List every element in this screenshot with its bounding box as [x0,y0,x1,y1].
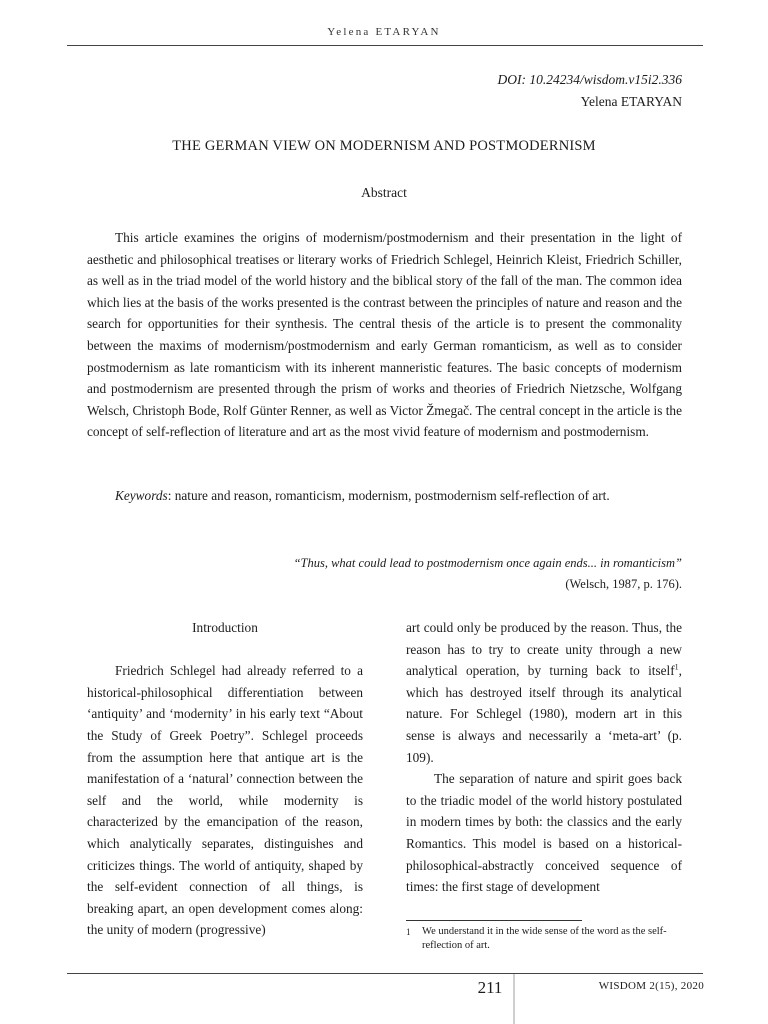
body-paragraph: The separation of nature and spirit goes back to the triadic model of the world history postulated in modern times by both: the classics and the early Romantics. This model is based on a historical-philosophical-abstractly conceived sequence of times: the first stage of development [406,771,682,895]
header-rule [67,45,703,46]
footnote-marker: 1 [674,662,679,672]
footer-rule [67,973,703,974]
footnote [406,925,682,953]
left-column [87,617,363,941]
epigraph-quote: “Thus, what could lead to postmodernism once again ends... in romanticism” [293,556,682,570]
doi: DOI: 10.24234/wisdom.v15i2.336 [497,72,682,87]
keywords-label: Keywords [115,488,168,503]
section-heading-introduction: Introduction [192,620,258,635]
footnote-rule [406,920,582,921]
article-title: THE GERMAN VIEW ON MODERNISM AND POSTMODERNISM [172,138,596,154]
keywords [115,488,610,504]
abstract-text: This article examines the origins of modernism/postmodernism and their presentation in the light of aesthetic and philosophical treatises or literary works of Friedrich Schlegel, Heinrich Kleist, Friedrich Schiller, as well as in the triad model of the world history and the biblical story of the fall of the man. The common idea which lies at the basis of the works presented is the contrast between the principles of nature and reason and the search for opportunities for their synthesis. The central thesis of the article is to present the commonality between the maxims of modernism/postmodernism and early German romanticism, as well as to consider postmodernism as late romanticism with its inherent manneristic features. The basic concepts of modernism and postmodernism are presented through the prism of works and theories of Friedrich Nietzsche, Wolfgang Welsch, Christoph Bode, Rolf Günter Renner, as well as Victor Žmegač. The central concept in the article is the concept of self-reflection of literature and art as the most vivid feature of modernism and postmodernism. [87,230,682,440]
running-head: Yelena ETARYAN [327,26,441,38]
keywords-text: : nature and reason, romanticism, modernism, postmodernism self-reflection of art. [167,488,610,503]
page-divider [513,974,515,1024]
footnote-number: 1 [406,927,411,937]
author-name: Yelena ETARYAN [580,94,682,109]
journal-citation: WISDOM 2(15), 2020 [598,980,704,992]
footnote-text: We understand it in the wide sense of the word as the self-reflection of art. [422,926,667,951]
right-column [406,617,682,898]
body-paragraph: Friedrich Schlegel had already referred to a historical-philosophical differentiation between ‘antiquity’ and ‘modernity’ in his early text “About the Study of Greek Poetry”. Schlegel proceeds from the assumption here that antique art is the manifestation of a ‘natural’ connection between the self and the world, while modernity is characterized by the emancipation of the reason, which analytically separates, distinguishes and criticizes things. The world of antiquity, shaped by the self-evident connection of all things, is breaking apart, an open development comes along: the unity of modern (progressive) [87,663,363,938]
page-number: 211 [477,978,503,997]
epigraph-citation: (Welsch, 1987, p. 176). [565,577,682,591]
body-text: , which has destroyed itself through its analytical nature. For Schlegel (1980), modern art in this sense is always and necessarily a ‘meta-art’ (p. 109). [406,663,682,765]
body-text: art could only be produced by the reason. Thus, the reason has to try to create unity through a new analytical operation, by turning back to itself [406,620,682,679]
body-paragraph [406,617,682,768]
abstract-heading: Abstract [361,185,407,200]
